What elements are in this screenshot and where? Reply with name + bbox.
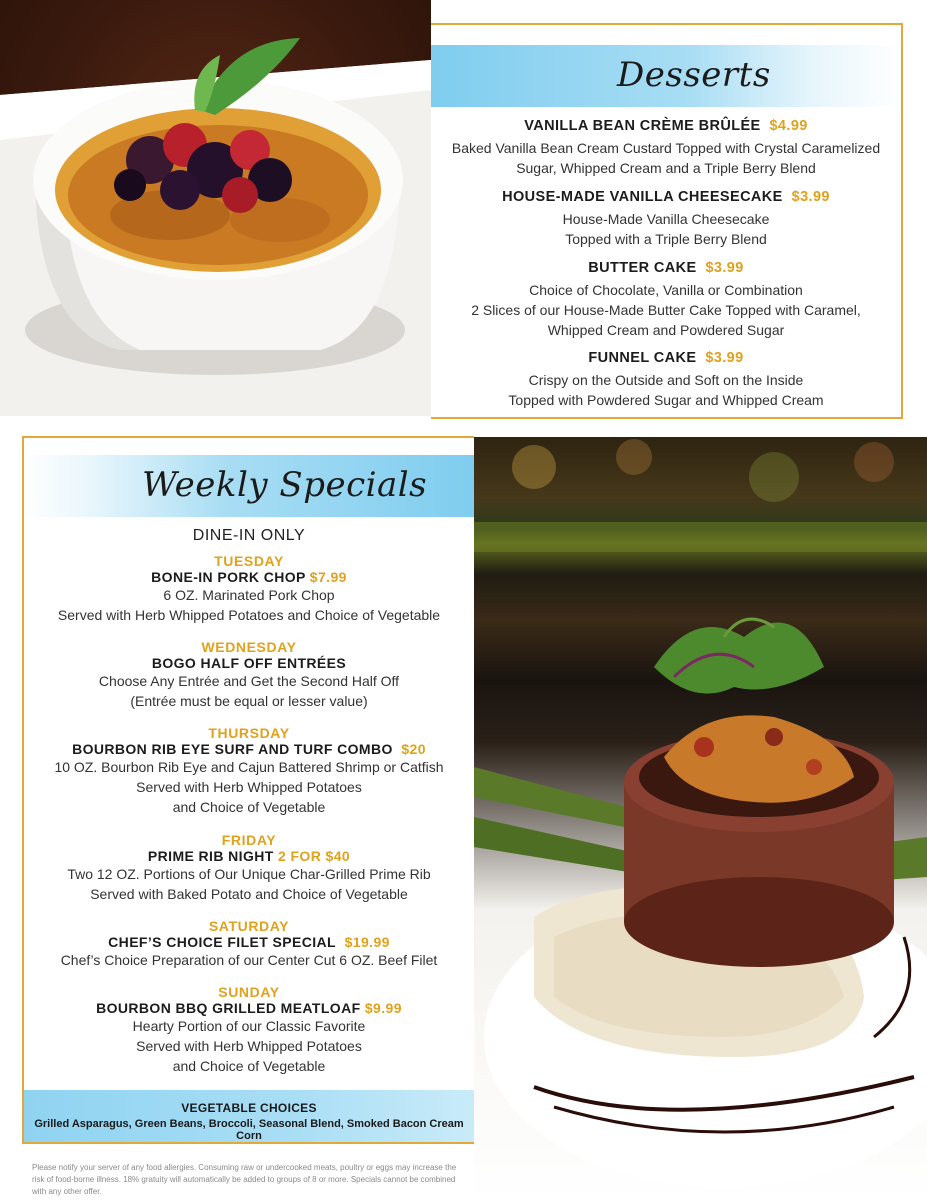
special-desc-line: Choose Any Entrée and Get the Second Half Off xyxy=(98,673,400,689)
special-desc-line: Served with Baked Potato and Choice of Vegetable xyxy=(90,886,408,902)
special-desc-line: Served with Herb Whipped Potatoes and Choice of Vegetable xyxy=(57,607,441,623)
desserts-title: Desserts xyxy=(617,55,771,95)
dine-in-only-label: DINE-IN ONLY xyxy=(192,527,306,544)
special-day: SATURDAY xyxy=(208,918,290,934)
dessert-desc-line: Whipped Cream and Powdered Sugar xyxy=(547,322,785,338)
allergy-disclaimer: Please notify your server of any food allergies. Consuming raw or undercooked meats, poultry or eggs may increase the risk of food-borne illness. 18% gratuity will automatically be added to groups of 8 or more. Specials cannot be combined with any other offer. xyxy=(32,1163,457,1196)
special-desc-line: Two 12 OZ. Portions of Our Unique Char-Grilled Prime Rib xyxy=(67,866,431,882)
special-desc-line: Hearty Portion of our Classic Favorite xyxy=(132,1018,366,1034)
special-day: FRIDAY xyxy=(221,832,277,848)
special-item xyxy=(24,639,474,711)
desserts-banner xyxy=(431,45,901,107)
creme-brulee-photo xyxy=(0,0,431,416)
special-day: THURSDAY xyxy=(208,725,290,741)
vegetable-choices-title: VEGETABLE CHOICES xyxy=(181,1101,317,1115)
special-item xyxy=(24,725,474,817)
special-name: CHEF’S CHOICE FILET SPECIAL xyxy=(108,934,336,950)
special-price: $9.99 xyxy=(364,1000,402,1016)
vegetable-choices-list: Grilled Asparagus, Green Beans, Broccoli, Seasonal Blend, Smoked Bacon Cream Corn xyxy=(34,1118,464,1142)
dessert-name: VANILLA BEAN CRÈME BRÛLÉE xyxy=(524,118,761,134)
special-desc-line: and Choice of Vegetable xyxy=(172,799,326,815)
special-item xyxy=(24,832,474,904)
dessert-desc-line: Choice of Chocolate, Vanilla or Combination xyxy=(529,282,803,298)
dessert-item xyxy=(431,189,901,249)
special-name: BOURBON BBQ GRILLED MEATLOAF xyxy=(96,1000,361,1016)
specials-title: Weekly Specials xyxy=(142,465,428,505)
dessert-desc-line: House-Made Vanilla Cheesecake xyxy=(562,211,770,227)
vegetable-choices-bar xyxy=(24,1090,474,1142)
special-desc-line: and Choice of Vegetable xyxy=(172,1058,326,1074)
special-desc-line: 6 OZ. Marinated Pork Chop xyxy=(163,587,335,603)
dessert-item xyxy=(431,350,901,410)
dessert-price: $3.99 xyxy=(791,189,830,205)
special-name: BOGO HALF OFF ENTRÉES xyxy=(151,655,347,671)
desserts-section xyxy=(431,23,903,419)
dessert-name: FUNNEL CAKE xyxy=(588,350,697,366)
special-day: TUESDAY xyxy=(214,553,284,569)
special-name: BONE-IN PORK CHOP xyxy=(151,569,306,585)
dessert-item xyxy=(431,260,901,340)
dessert-price: $3.99 xyxy=(705,260,744,276)
special-price: $7.99 xyxy=(309,569,347,585)
weekly-specials-section xyxy=(22,436,474,1144)
special-day: SUNDAY xyxy=(218,984,280,1000)
special-item xyxy=(24,553,474,625)
special-desc-line: 10 OZ. Bourbon Rib Eye and Cajun Battered Shrimp or Catfish xyxy=(54,759,444,775)
dessert-desc-line: 2 Slices of our House-Made Butter Cake Topped with Caramel, xyxy=(471,302,861,318)
special-name: PRIME RIB NIGHT xyxy=(147,848,274,864)
special-desc-line: Served with Herb Whipped Potatoes xyxy=(136,1038,362,1054)
special-price: $20 xyxy=(401,741,426,757)
dessert-price: $3.99 xyxy=(705,350,744,366)
special-name: BOURBON RIB EYE SURF AND TURF COMBO xyxy=(72,741,393,757)
dessert-price: $4.99 xyxy=(769,118,808,134)
special-item xyxy=(24,984,474,1076)
dessert-desc-line: Crispy on the Outside and Soft on the Inside xyxy=(528,372,804,388)
dessert-item xyxy=(431,118,901,178)
special-desc-line: Served with Herb Whipped Potatoes xyxy=(136,779,362,795)
special-desc-line: Chef’s Choice Preparation of our Center Cut 6 OZ. Beef Filet xyxy=(60,952,438,968)
filet-steak-photo xyxy=(474,437,927,1200)
special-price: $19.99 xyxy=(344,934,390,950)
dessert-desc-line: Topped with a Triple Berry Blend xyxy=(565,231,767,247)
dessert-desc-line: Sugar, Whipped Cream and a Triple Berry Blend xyxy=(516,160,816,176)
dessert-desc-line: Topped with Powdered Sugar and Whipped Cream xyxy=(508,392,824,408)
dessert-desc-line: Baked Vanilla Bean Cream Custard Topped with Crystal Caramelized xyxy=(451,140,881,156)
dessert-name: HOUSE-MADE VANILLA CHEESECAKE xyxy=(502,189,783,205)
special-day: WEDNESDAY xyxy=(201,639,297,655)
special-item xyxy=(24,918,474,970)
special-price: 2 FOR $40 xyxy=(278,848,351,864)
special-desc-line: (Entrée must be equal or lesser value) xyxy=(130,693,368,709)
dessert-name: BUTTER CAKE xyxy=(588,260,697,276)
specials-banner xyxy=(24,455,474,517)
